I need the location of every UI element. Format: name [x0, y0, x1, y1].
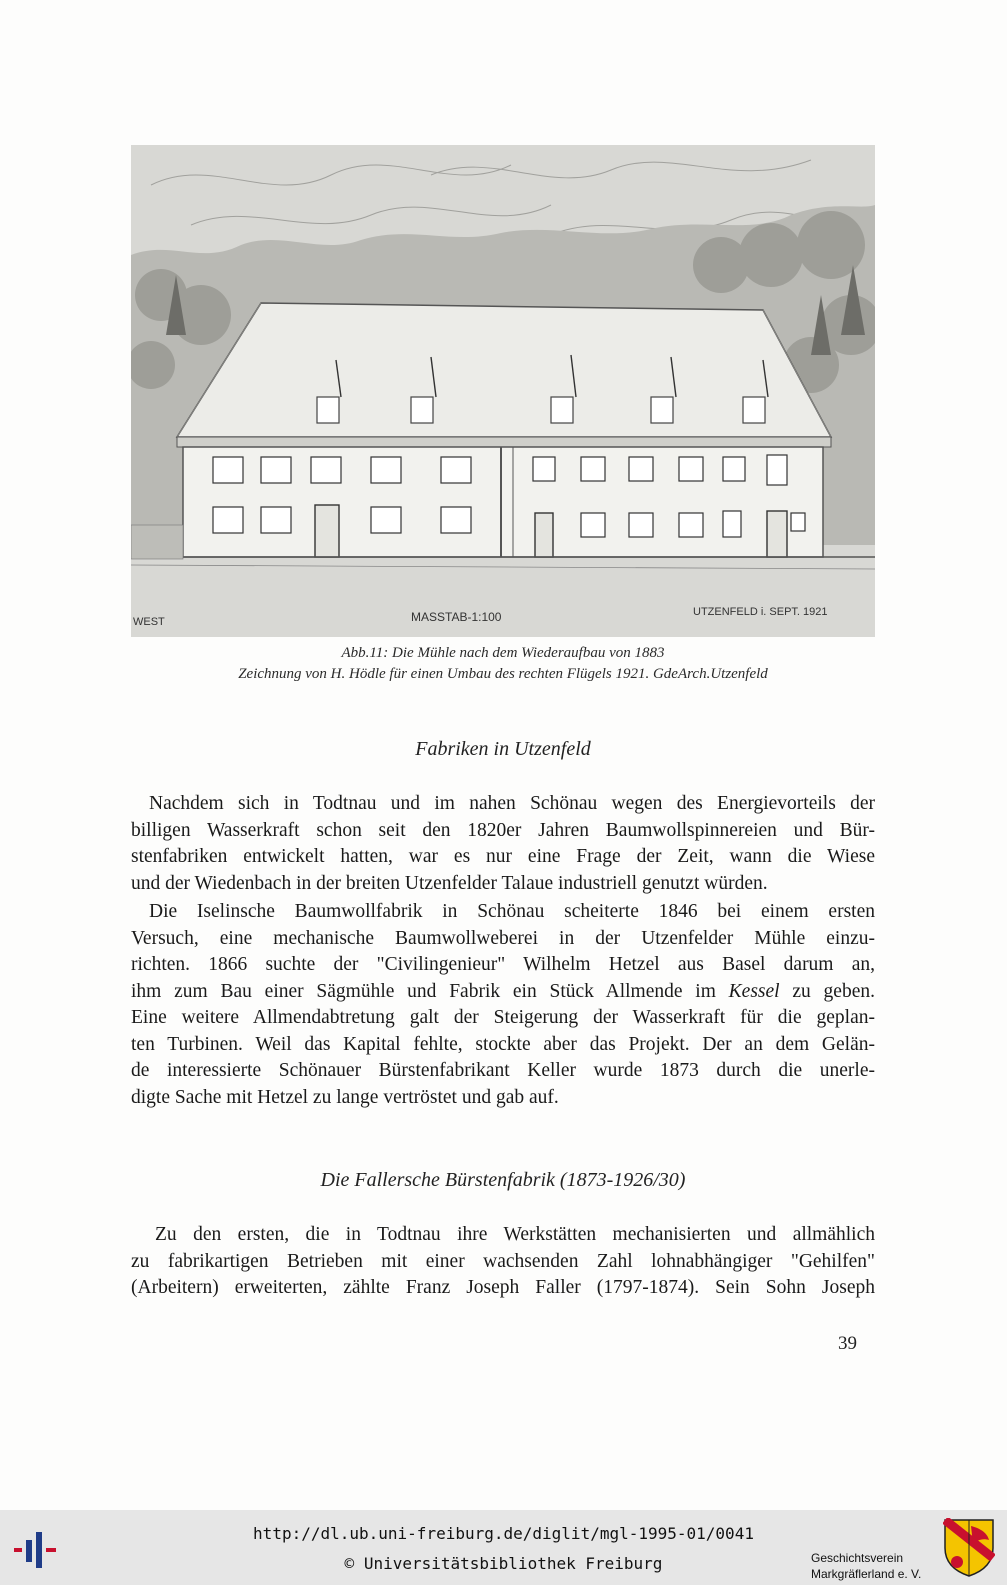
- document-url-link[interactable]: http://dl.ub.uni-freiburg.de/diglit/mgl-1995-01/0041: [253, 1524, 754, 1543]
- text-segment: ihm zum Bau einer Sägmühle und Fabrik ein Stück Allmende im: [131, 980, 729, 1002]
- text-line: ten Turbinen. Weil das Kapital fehlte, stockte aber das Projekt. Der an dem Gelän-: [131, 1033, 875, 1055]
- text-line: richten. 1866 suchte der "Civilingenieur" Wilhelm Hetzel aus Basel darum an,: [131, 954, 875, 975]
- figure-caption-line2: Zeichnung von H. Hödle für einen Umbau des rechten Flügels 1921. GdeArch.Utzenfeld: [238, 666, 768, 682]
- copyright-text: © Universitätsbibliothek Freiburg: [344, 1554, 663, 1573]
- paragraph-3: [131, 1222, 875, 1302]
- text-line: Zu den ersten, die in Todtnau ihre Werkstätten mechanisierten und allmählich: [155, 1224, 875, 1245]
- text-line: Die Iselinsche Baumwollfabrik in Schönau scheiterte 1846 bei einem ersten: [149, 901, 875, 922]
- text-line: (Arbeitern) erweiterten, zählte Franz Joseph Faller (1797-1874). Sein Sohn Joseph: [131, 1277, 875, 1298]
- west-label: WEST: [133, 616, 165, 628]
- text-line: und der Wiedenbach in der breiten Utzenfelder Talaue industriell genutzt würden.: [131, 872, 768, 894]
- mill-drawing-illustration: [131, 145, 875, 637]
- paragraph-1: [131, 791, 875, 897]
- text-line: Versuch, eine mechanische Baumwollweberei in der Utzenfelder Mühle einzu-: [131, 927, 875, 949]
- paragraph-2: [131, 899, 875, 1111]
- scale-label: MASSTAB-1:100: [411, 610, 502, 624]
- org-name-line1: Geschichtsverein: [811, 1551, 904, 1565]
- kessel-italic: Kessel: [728, 980, 780, 1002]
- section-heading-fallersche: Die Fallersche Bürstenfabrik (1873-1926/30): [320, 1169, 686, 1191]
- text-line: Nachdem sich in Todtnau und im nahen Schönau wegen des Energievorteils der: [149, 793, 875, 814]
- org-name-line2: Markgräflerland e. V.: [811, 1567, 922, 1581]
- mill-drawing-figure: [131, 145, 875, 637]
- text-line: zu fabrikartigen Betrieben mit einer wachsenden Zahl lohnabhängiger "Gehilfen": [131, 1250, 875, 1272]
- page-number: 39: [838, 1333, 857, 1354]
- coat-of-arms-icon[interactable]: [943, 1518, 995, 1578]
- text-line-kessel: [131, 979, 875, 1006]
- text-line: digte Sache mit Hetzel zu lange vertröstet und gab auf.: [131, 1086, 559, 1108]
- text-segment: zu geben.: [779, 980, 875, 1002]
- text-line: billigen Wasserkraft schon seit den 1820er Jahren Baumwollspinnereien und Bür-: [131, 819, 875, 841]
- text-line: Eine weitere Allmendabtretung galt der Steigerung der Wasserkraft für die geplan-: [131, 1007, 875, 1028]
- text-line: de interessierte Schönauer Bürstenfabrikant Keller wurde 1873 durch die unerle-: [131, 1060, 875, 1081]
- footer-bar: [0, 1510, 1007, 1585]
- text-line: stenfabriken entwickelt hatten, war es nur eine Frage der Zeit, wann die Wiese: [131, 846, 875, 867]
- figure-caption-line1: Abb.11: Die Mühle nach dem Wiederaufbau von 1883: [341, 645, 665, 661]
- section-heading-fabriken: Fabriken in Utzenfeld: [415, 738, 591, 760]
- place-date-label: UTZENFELD i. SEPT. 1921: [693, 606, 828, 618]
